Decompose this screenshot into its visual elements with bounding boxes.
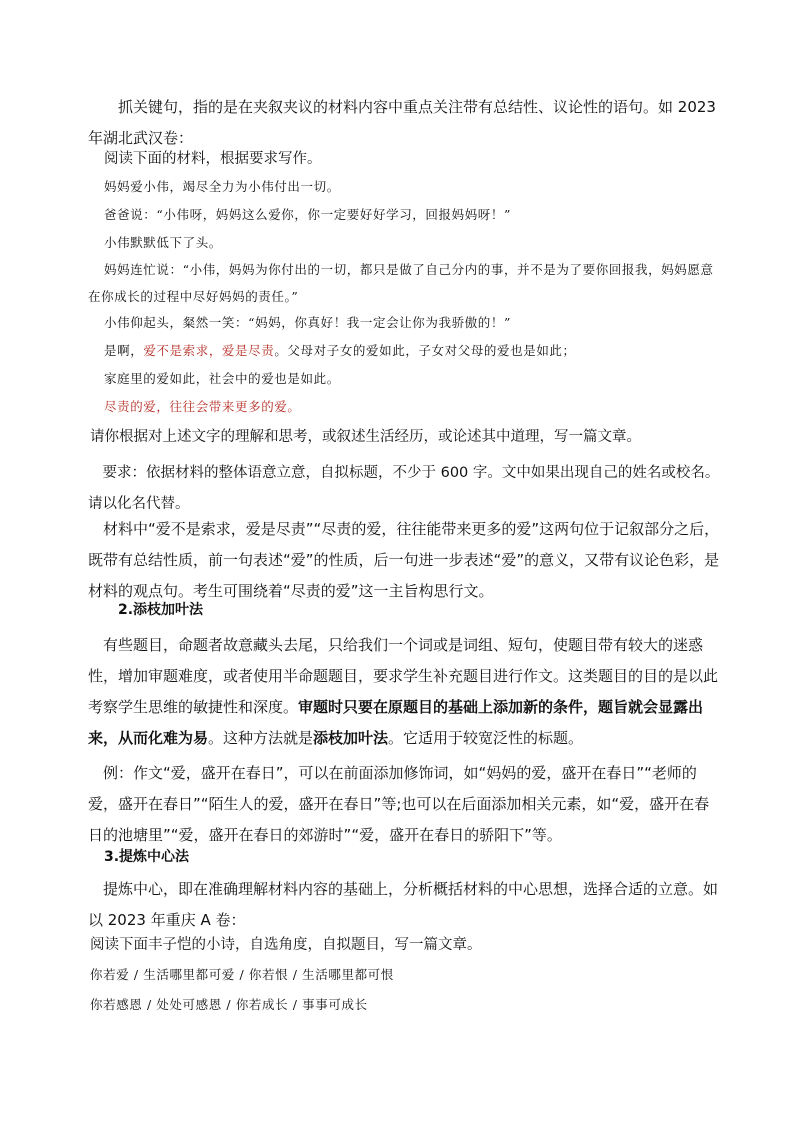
method-2-bold-b: 添枝加叶法 <box>313 729 389 747</box>
prompt-instruction: 阅读下面的材料，根据要求写作。 <box>104 151 322 167</box>
section-heading-2: 2.添枝加叶法 <box>118 602 204 618</box>
method-2-text-c: 。它适用于较宽泛性的标题。 <box>388 729 584 747</box>
material-line-4: 妈妈连忙说：“小伟，妈妈为你付出的一切，都只是做了自己分内的事，并不是为了要你回报我，妈妈愿意在你成长的过程中尽好妈妈的责任。” <box>88 262 714 304</box>
poem-line-2: 你若感恩 / 处处可感恩 / 你若成长 / 事事可成长 <box>90 997 368 1012</box>
material-line-2: 爸爸说：“小伟呀，妈妈这么爱你，你一定要好好学习，回报妈妈呀！” <box>104 207 511 222</box>
task-paragraph: 请你根据对上述文字的理解和思考，或叙述生活经历，或论述其中道理，写一篇文章。 <box>90 429 641 445</box>
material-line-6-start: 是啊， <box>104 343 144 358</box>
example-paragraph: 例：作文“爱，盛开在春日”，可以在前面添加修饰词，如“妈妈的爱，盛开在春日”“老师的爱，盛开在春日”“陌生人的爱，盛开在春日”等;也可以在后面添加相关元素，如“爱，盛开在春日的池塘里”“爱，盛开在春日的郊游时”“爱，盛开在春日的骄阳下”等。 <box>88 764 710 844</box>
method-2-text-b: 。这种方法就是 <box>208 729 314 747</box>
analysis-paragraph: 材料中“爱不是索求，爱是尽责”“尽责的爱，往往能带来更多的爱”这两句位于记叙部分之后，既带有总结性质，前一句表述“爱”的性质，后一句进一步表述“爱”的意义，又带有议论色彩，是材料的观点句。考生可围绕着“尽责的爱”这一主旨构思行文。 <box>88 520 720 600</box>
method-2-text-a: 有些题目，命题者故意藏头去尾，只给我们一个词或是词组、短句，使题目带有较大的迷惑性，增加审题难度，或者使用半命题题目，要求学生补充题目进行作文。这类题目的目的是以此考察学生思维的敏捷性和深度。 <box>88 636 719 716</box>
material-line-5: 小伟仰起头，粲然一笑：“妈妈，你真好！我一定会让你为我骄傲的！” <box>104 315 511 330</box>
key-sentence-2: 尽责的爱，往往会带来更多的爱。 <box>104 399 301 414</box>
poem-line-1: 你若爱 / 生活哪里都可爱 / 你若恨 / 生活哪里都可恨 <box>90 967 394 982</box>
method-2-bold-a: 审题时只要在原题目的基础上添加新的条件，题旨就会显露出来，从而化难为易 <box>88 698 704 747</box>
material-line-6-end: 。父母对子女的爱如此，子女对父母的爱也是如此； <box>274 343 576 358</box>
material-line-1: 妈妈爱小伟，竭尽全力为小伟付出一切。 <box>104 179 340 194</box>
key-sentence-1: 爱不是索求，爱是尽责 <box>143 343 275 358</box>
material-line-7: 家庭里的爱如此，社会中的爱也是如此。 <box>104 371 340 386</box>
section-heading-3: 3.提炼中心法 <box>104 849 190 865</box>
method-2-paragraph <box>88 630 724 754</box>
material-line-3: 小伟默默低下了头。 <box>104 235 222 250</box>
intro-paragraph: 抓关键句，指的是在夹叙夹议的材料内容中重点关注带有总结性、议论性的语句。如 2023 年湖北武汉卷： <box>88 98 716 147</box>
method-3-paragraph: 提炼中心，即在准确理解材料内容的基础上，分析概括材料的中心思想，选择合适的立意。如以 2023 年重庆 A 卷： <box>88 880 719 929</box>
requirement-paragraph: 要求：依据材料的整体语意立意，自拟标题，不少于 600 字。文中如果出现自己的姓名或校名。请以化名代替。 <box>88 465 720 512</box>
poem-instruction: 阅读下面丰子恺的小诗，自选角度，自拟题目，写一篇文章。 <box>90 937 482 953</box>
material-line-6 <box>104 340 724 362</box>
